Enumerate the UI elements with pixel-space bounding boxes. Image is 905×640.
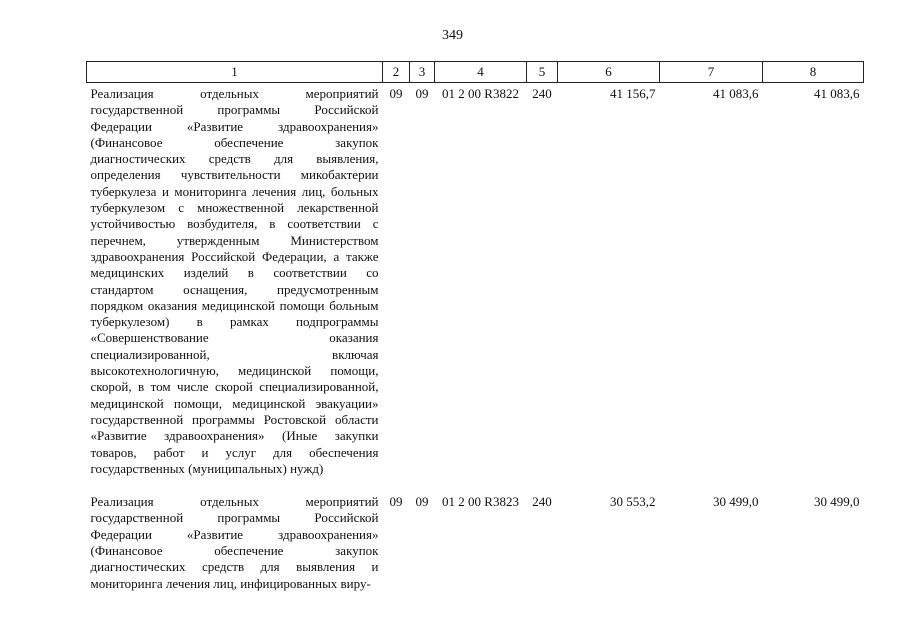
budget-table [86,61,864,606]
column-header-4: 4 [435,62,527,83]
column-header-3: 3 [410,62,435,83]
column-header-7: 7 [660,62,763,83]
row-description: Реализация отдельных мероприятий государственной программы Российской Федерации «Развитие здравоохранения» (Финансовое обеспечение закупок диагностических средств для выявления, определения чувствительности микобактерии туберкулеза и мониторинга лечения лиц, больных туберкулезом с множественной лекарственной устойчивостью возбудителя, в соответствии с перечнем, утвержденным Министерством здравоохранения Российской Федерации, а также медицинских изделий в соответствии со стандартом оснащения, предусмотренным порядком оказания медицинской помощи больным туберкулезом) в рамках подпрограммы «Совершенствование оказания специализированной, включая высокотехнологичную, медицинской помощи, скорой, в том числе скорой специализированной, медицинской помощи, медицинской эвакуации» государственной программы Ростовской области «Развитие здравоохранения» (Иные закупки товаров, работ и услуг для обеспечения государственных (муниципальных) нужд) [90,86,379,476]
row-subsection-code: 09 [415,494,429,510]
row-subsection-code: 09 [415,86,429,101]
row-section-code: 09 [389,494,403,510]
header-row [87,62,864,83]
row-description: Реализация отдельных мероприятий государственной программы Российской Федерации «Развитие здравоохранения» (Финансовое обеспечение закупок диагностических средств для выявления и мониторинга лечения лиц, инфицированных виру- [90,494,379,591]
row-amount-1: 30 553,2 [610,494,656,510]
row-amount-1: 41 156,7 [610,86,656,101]
row-expense-type-code: 240 [532,86,552,101]
page-number: 349 [442,28,463,43]
row-amount-2: 41 083,6 [713,86,759,101]
column-header-6: 6 [558,62,660,83]
row-amount-3: 30 499,0 [814,494,860,510]
row-amount-3: 41 083,6 [814,86,860,101]
row-target-article-code: 01 2 00 R3823 [442,494,519,510]
column-header-2: 2 [383,62,410,83]
table-row [87,491,864,606]
row-expense-type-code: 240 [532,494,552,510]
column-header-8: 8 [763,62,864,83]
row-section-code: 09 [389,86,403,101]
row-amount-2: 30 499,0 [713,494,759,510]
table-row [87,83,864,492]
row-target-article-code: 01 2 00 R3822 [442,86,519,101]
column-header-1: 1 [87,62,383,83]
column-header-5: 5 [527,62,558,83]
